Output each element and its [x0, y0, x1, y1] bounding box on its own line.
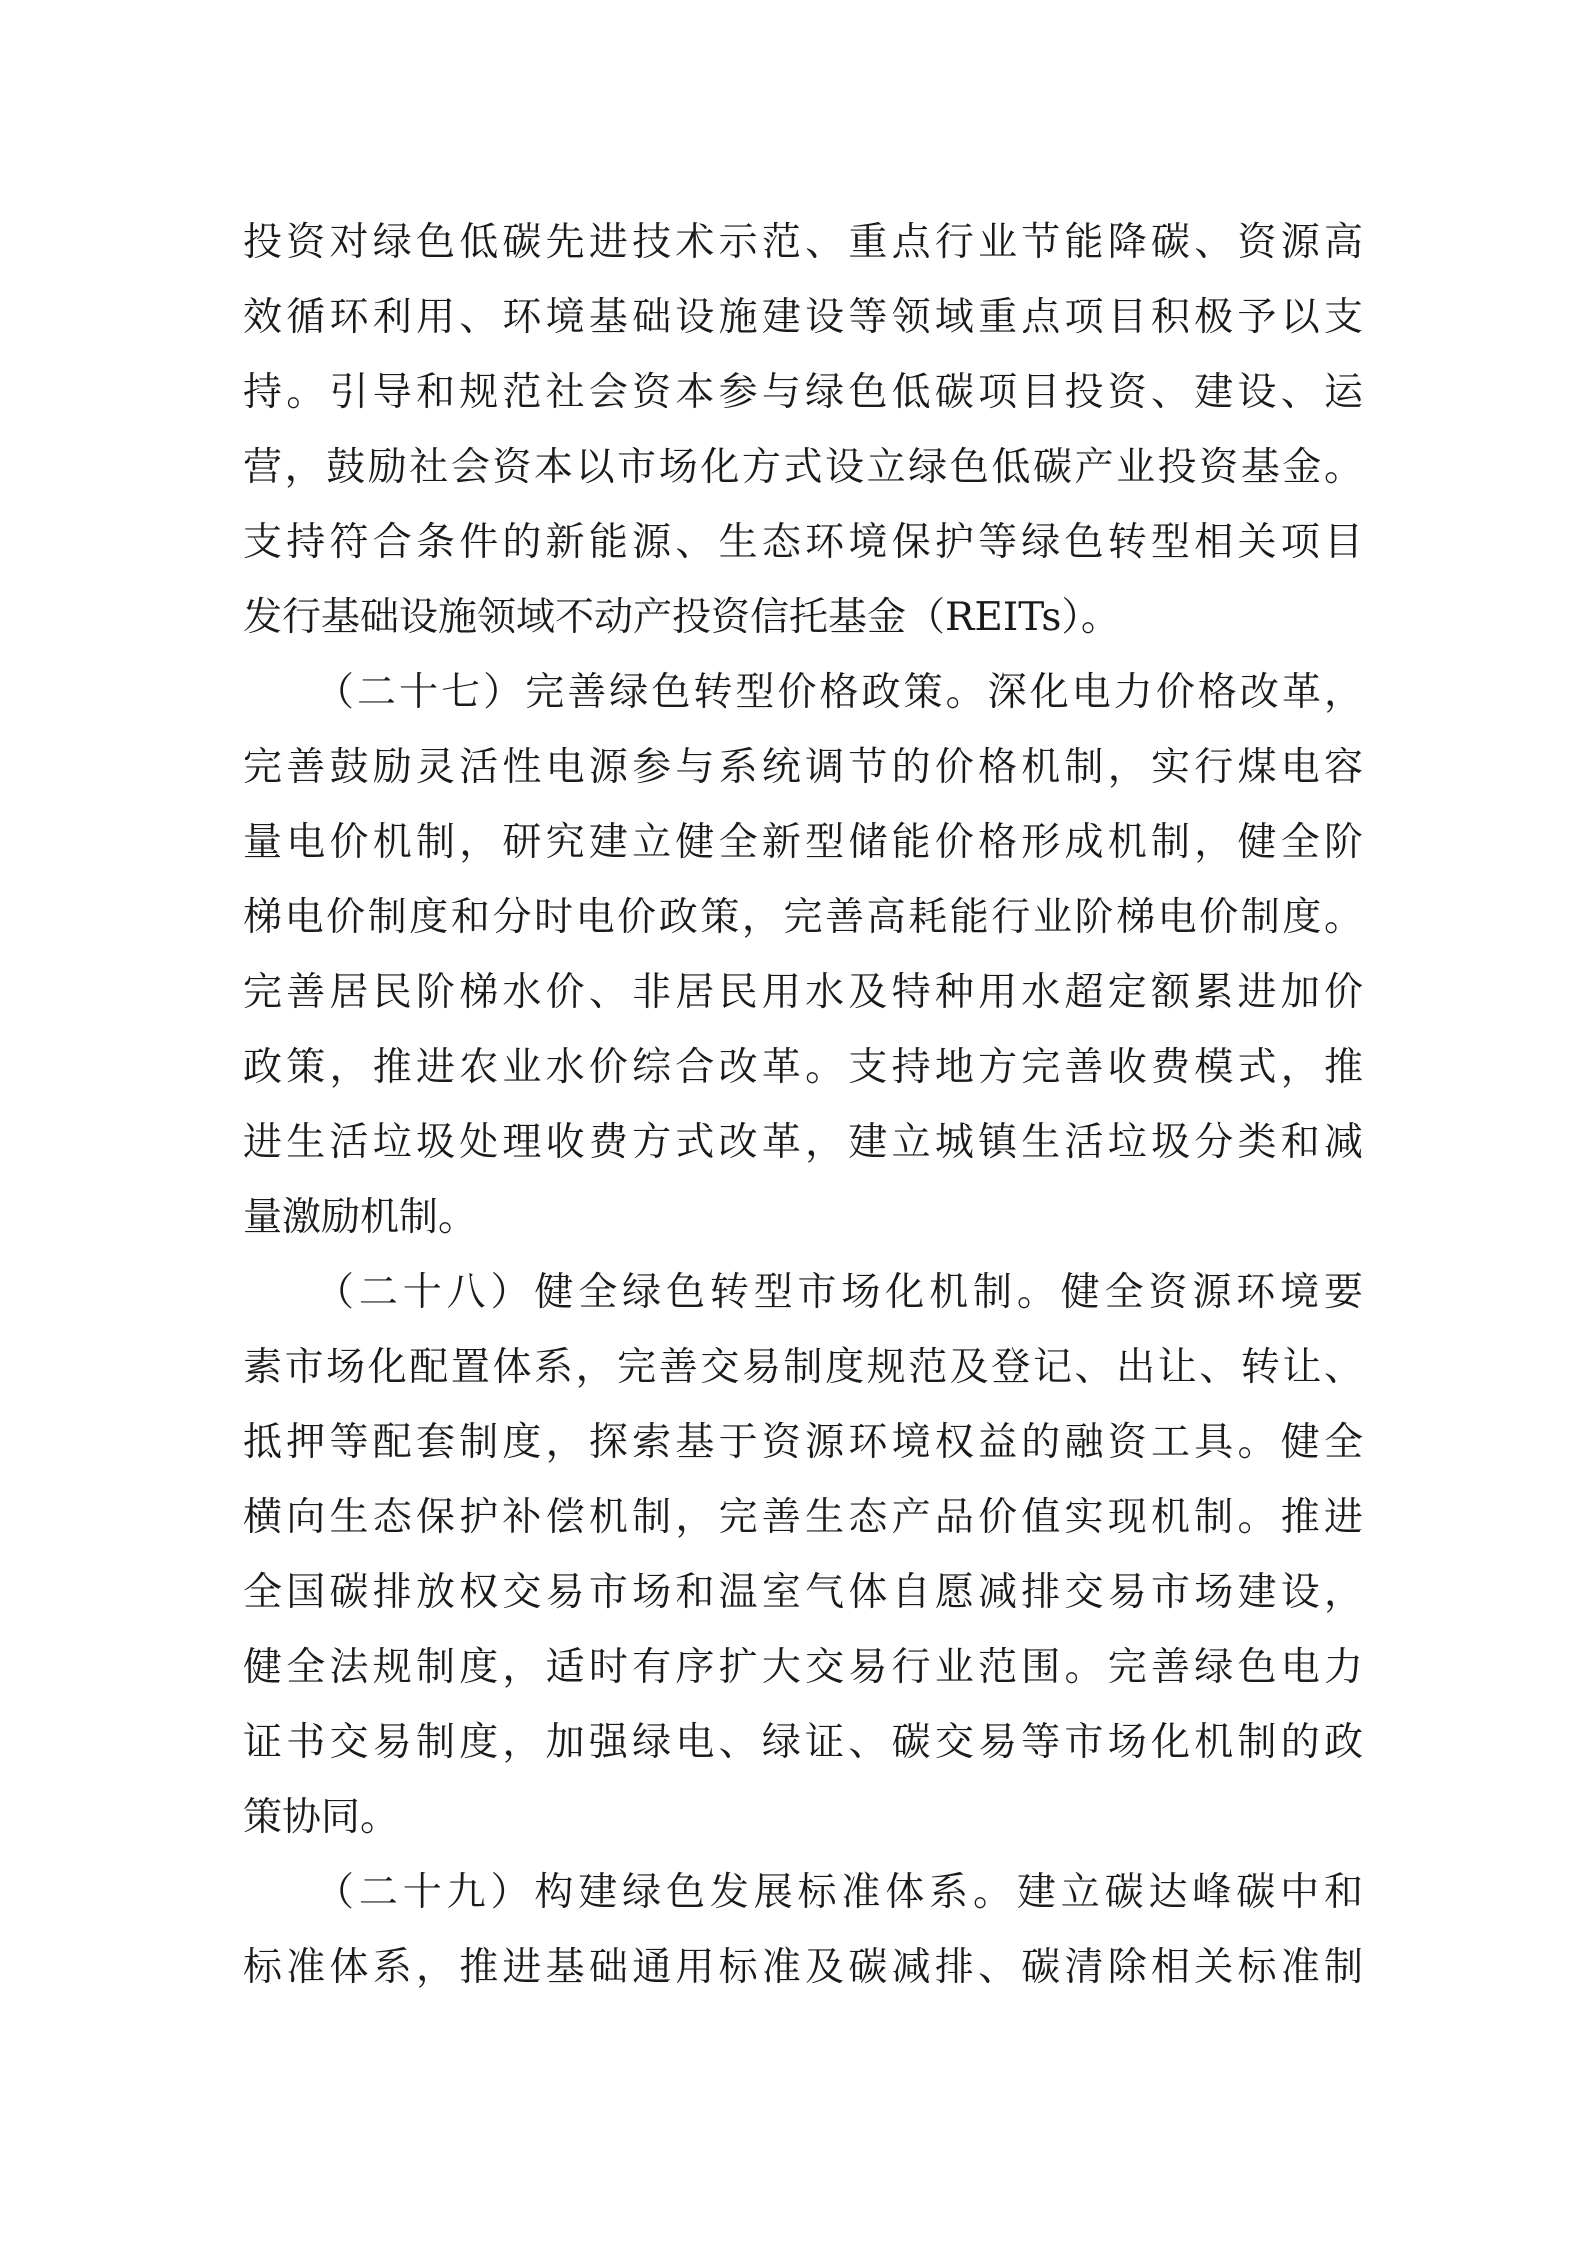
text-line: 策协同。	[243, 1795, 400, 1840]
text-line: 量激励机制。	[243, 1195, 478, 1240]
text-line: 抵押等配套制度，探索基于资源环境权益的融资工具。健全	[243, 1420, 1363, 1465]
text-line: 素市场化配置体系，完善交易制度规范及登记、出让、转让、	[243, 1345, 1363, 1390]
text-line: 量电价机制，研究建立健全新型储能价格形成机制，健全阶	[243, 820, 1363, 865]
paragraph-heading-line: （二十八）健全绿色转型市场化机制。健全资源环境要	[315, 1270, 1363, 1315]
paragraph-heading-line: （二十九）构建绿色发展标准体系。建立碳达峰碳中和	[315, 1870, 1363, 1915]
paragraph-heading-line: （二十七）完善绿色转型价格政策。深化电力价格改革，	[315, 670, 1363, 715]
text-line: 梯电价制度和分时电价政策，完善高耗能行业阶梯电价制度。	[243, 895, 1363, 940]
text-line: 标准体系，推进基础通用标准及碳减排、碳清除相关标准制	[243, 1945, 1363, 1990]
text-line: 全国碳排放权交易市场和温室气体自愿减排交易市场建设，	[243, 1570, 1363, 1615]
text-line: 投资对绿色低碳先进技术示范、重点行业节能降碳、资源高	[243, 220, 1363, 265]
text-line: 完善鼓励灵活性电源参与系统调节的价格机制，实行煤电容	[243, 745, 1363, 790]
text-line: 证书交易制度，加强绿电、绿证、碳交易等市场化机制的政	[243, 1720, 1363, 1765]
text-line: 营，鼓励社会资本以市场化方式设立绿色低碳产业投资基金。	[243, 445, 1363, 490]
text-line: 政策，推进农业水价综合改革。支持地方完善收费模式，推	[243, 1045, 1363, 1090]
text-line: 持。引导和规范社会资本参与绿色低碳项目投资、建设、运	[243, 370, 1363, 415]
text-line: 健全法规制度，适时有序扩大交易行业范围。完善绿色电力	[243, 1645, 1363, 1690]
text-line: 支持符合条件的新能源、生态环境保护等绿色转型相关项目	[243, 520, 1363, 565]
document-body	[243, 205, 1363, 2005]
text-line: 进生活垃圾处理收费方式改革，建立城镇生活垃圾分类和减	[243, 1120, 1363, 1165]
text-line: 发行基础设施领域不动产投资信托基金（REITs）。	[243, 595, 1120, 640]
text-line: 完善居民阶梯水价、非居民用水及特种用水超定额累进加价	[243, 970, 1363, 1015]
text-line: 效循环利用、环境基础设施建设等领域重点项目积极予以支	[243, 295, 1363, 340]
text-line: 横向生态保护补偿机制，完善生态产品价值实现机制。推进	[243, 1495, 1363, 1540]
